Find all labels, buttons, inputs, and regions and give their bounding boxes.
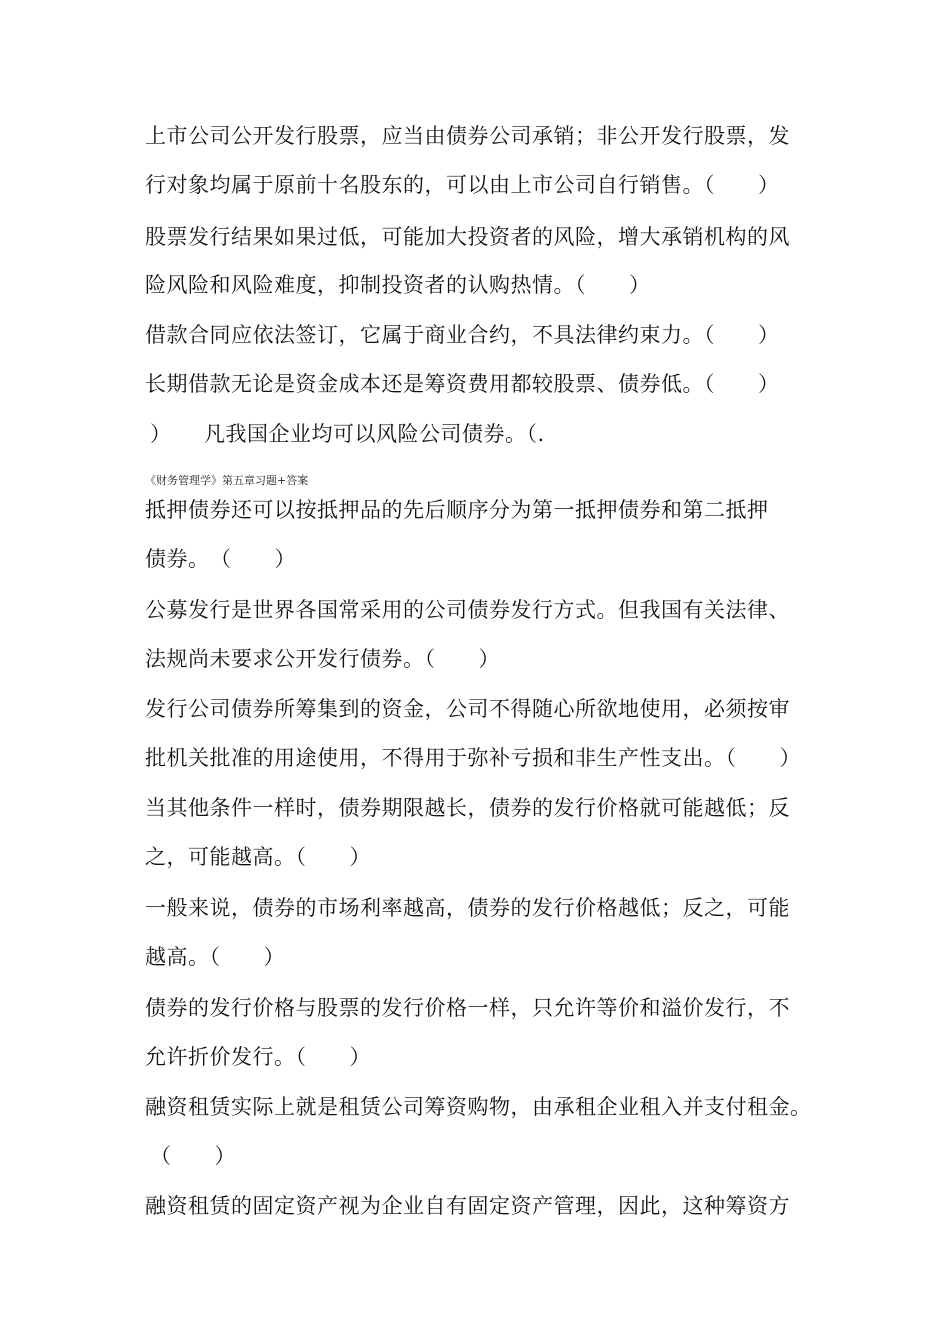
text-line: 融资租赁的固定资产视为企业自有固定资产管理，因此，这种筹资方 bbox=[145, 1194, 790, 1218]
text-line: 抵押债券还可以按抵押品的先后顺序分为第一抵押债券和第二抵押 bbox=[145, 498, 769, 522]
text-line: 当其他条件一样时，债券期限越长，债券的发行价格就可能越低；反 bbox=[145, 796, 790, 820]
text-line: 批机关批准的用途使用，不得用于弥补亏损和非生产性支出。（ ） bbox=[145, 746, 801, 770]
text-line: 借款合同应依法签订，它属于商业合约，不具法律约束力。（ ） bbox=[145, 323, 780, 347]
text-line: 法规尚未要求公开发行债券。（ ） bbox=[145, 647, 500, 671]
text-line: 发行公司债券所筹集到的资金，公司不得随心所欲地使用，必须按审 bbox=[145, 697, 790, 721]
text-line: ） 凡我国企业均可以风险公司债券。（. bbox=[150, 422, 545, 446]
text-line: 越高。（ ） bbox=[145, 945, 285, 969]
text-line: （ ） bbox=[150, 1144, 236, 1168]
text-line: 融资租赁实际上就是租赁公司筹资购物，由承租企业租入并支付租金。 bbox=[145, 1095, 812, 1119]
text-line: 之，可能越高。（ ） bbox=[145, 845, 371, 869]
text-line: 债券的发行价格与股票的发行价格一样，只允许等价和溢价发行，不 bbox=[145, 996, 790, 1020]
text-line: 一般来说，债券的市场利率越高，债券的发行价格越低；反之，可能 bbox=[145, 896, 790, 920]
text-line: 行对象均属于原前十名股东的，可以由上市公司自行销售。（ ） bbox=[145, 173, 780, 197]
text-line: 上市公司公开发行股票，应当由债券公司承销；非公开发行股票，发 bbox=[145, 124, 790, 148]
text-line: 长期借款无论是资金成本还是筹资费用都较股票、债券低。（ ） bbox=[145, 372, 780, 396]
text-line: 公募发行是世界各国常采用的公司债券发行方式。但我国有关法律、 bbox=[145, 598, 790, 622]
running-header: 《财务管理学》第五章习题+答案 bbox=[145, 474, 309, 487]
text-line: 险风险和风险难度，抑制投资者的认购热情。（ ） bbox=[145, 273, 651, 297]
text-line: 债券。 （ ） bbox=[145, 547, 296, 571]
text-line: 允许折价发行。（ ） bbox=[145, 1045, 371, 1069]
text-line: 股票发行结果如果过低，可能加大投资者的风险，增大承销机构的风 bbox=[145, 225, 790, 249]
